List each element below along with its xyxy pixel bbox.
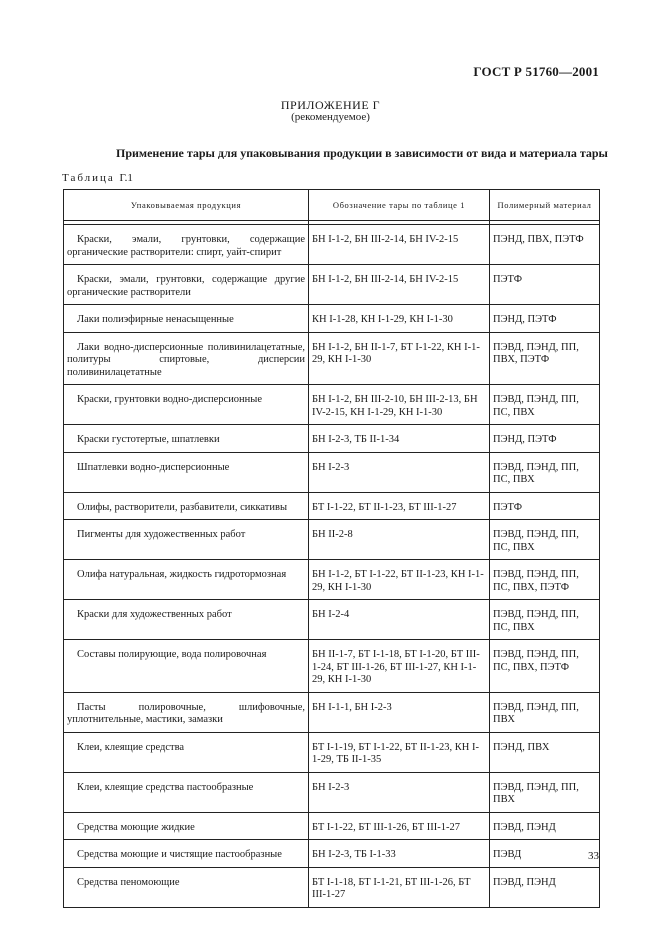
cell-ref: БН II-2-8: [309, 520, 490, 560]
cell-ref: БН I-1-2, БН II-1-7, БТ I-1-22, КН I-1-29, КН I-1-30: [309, 332, 490, 385]
table-row: [64, 560, 600, 600]
annex-subtitle: (рекомендуемое): [291, 111, 370, 123]
cell-product: Средства моющие и чистящие пастообразные: [64, 840, 309, 868]
cell-ref: БН I-2-3, ТБ I-1-33: [309, 840, 490, 868]
cell-material: ПЭНД, ПВХ: [490, 732, 600, 772]
table-row: [64, 225, 600, 265]
cell-material: ПЭВД, ПЭНД: [490, 867, 600, 907]
table-row: [64, 332, 600, 385]
cell-ref: БН I-2-4: [309, 600, 490, 640]
cell-product: Олифы, растворители, разбавители, сиккативы: [64, 492, 309, 520]
cell-product: Пигменты для художественных работ: [64, 520, 309, 560]
cell-material: ПЭВД, ПЭНД, ПП, ПВХ, ПЭТФ: [490, 332, 600, 385]
cell-material: ПЭНД, ПЭТФ: [490, 305, 600, 333]
cell-ref: БН I-2-3: [309, 772, 490, 812]
cell-ref: БН I-1-2, БН III-2-14, БН IV-2-15: [309, 265, 490, 305]
cell-ref: БТ I-1-22, БТ III-1-26, БТ III-1-27: [309, 812, 490, 840]
packaging-table: [63, 189, 600, 908]
cell-material: ПЭВД, ПЭНД, ПП, ПС, ПВХ: [490, 385, 600, 425]
table-row: [64, 385, 600, 425]
table-row: [64, 640, 600, 693]
cell-product: Краски, эмали, грунтовки, содержащие органические растворители: спирт, уайт-спирит: [64, 225, 309, 265]
table-row: [64, 425, 600, 453]
column-header-ref: Обозначение тары по таблице 1: [309, 190, 490, 221]
cell-material: ПЭВД, ПЭНД, ПП, ПС, ПВХ: [490, 600, 600, 640]
table-row: [64, 732, 600, 772]
cell-product: Олифа натуральная, жидкость гидротормозная: [64, 560, 309, 600]
table-row: [64, 600, 600, 640]
table-row: [64, 867, 600, 907]
column-header-material: Полимерный материал: [490, 190, 600, 221]
table-row: [64, 520, 600, 560]
table-row: [64, 305, 600, 333]
cell-product: Средства пеномоющие: [64, 867, 309, 907]
cell-product: Лаки полиэфирные ненасыщенные: [64, 305, 309, 333]
cell-product: Составы полирующие, вода полировочная: [64, 640, 309, 693]
cell-product: Шпатлевки водно-дисперсионные: [64, 452, 309, 492]
cell-material: ПЭВД: [490, 840, 600, 868]
table-label-number: Г.1: [119, 172, 133, 184]
document-code: ГОСТ Р 51760—2001: [473, 64, 599, 79]
cell-ref: БТ I-1-19, БТ I-1-22, БТ II-1-23, КН I-1-29, ТБ II-1-35: [309, 732, 490, 772]
cell-ref: БН I-2-3, ТБ II-1-34: [309, 425, 490, 453]
cell-material: ПЭНД, ПЭТФ: [490, 425, 600, 453]
cell-material: ПЭВД, ПЭНД, ПП, ПС, ПВХ, ПЭТФ: [490, 640, 600, 693]
cell-product: Лаки водно-дисперсионные поливинилацетатные, политуры спиртовые, дисперсии поливинилацетатные: [64, 332, 309, 385]
cell-ref: БН I-1-2, БТ I-1-22, БТ II-1-23, КН I-1-29, КН I-1-30: [309, 560, 490, 600]
table-row: [64, 840, 600, 868]
table-row: [64, 692, 600, 732]
cell-ref: БН I-1-2, БН III-2-14, БН IV-2-15: [309, 225, 490, 265]
table-row: [64, 812, 600, 840]
section-heading: Применение тары для упаковывания продукции в зависимости от вида и материала тары: [116, 146, 608, 160]
cell-material: ПЭВД, ПЭНД, ПП, ПС, ПВХ: [490, 452, 600, 492]
table-label-word: Таблица: [62, 172, 115, 184]
cell-product: Средства моющие жидкие: [64, 812, 309, 840]
table-label: [62, 172, 133, 184]
cell-ref: БН I-1-2, БН III-2-10, БН III-2-13, БН IV-2-15, КН I-1-29, КН I-1-30: [309, 385, 490, 425]
cell-product: Клеи, клеящие средства: [64, 732, 309, 772]
table-row: [64, 492, 600, 520]
cell-material: ПЭВД, ПЭНД, ПП, ПС, ПВХ, ПЭТФ: [490, 560, 600, 600]
page-number: 33: [588, 850, 599, 862]
cell-material: ПЭТФ: [490, 265, 600, 305]
cell-material: ПЭВД, ПЭНД, ПП, ПВХ: [490, 772, 600, 812]
cell-ref: БН I-2-3: [309, 452, 490, 492]
cell-ref: БТ I-1-18, БТ I-1-21, БТ III-1-26, БТ III-1-27: [309, 867, 490, 907]
cell-product: Краски густотертые, шпатлевки: [64, 425, 309, 453]
annex-title: ПРИЛОЖЕНИЕ Г: [280, 98, 381, 112]
table-row: [64, 265, 600, 305]
cell-product: Краски, эмали, грунтовки, содержащие другие органические растворители: [64, 265, 309, 305]
cell-ref: БН II-1-7, БТ I-1-18, БТ I-1-20, БТ III-1-24, БТ III-1-26, БТ III-1-27, КН I-1-29, КН I-1-30: [309, 640, 490, 693]
table-row: [64, 452, 600, 492]
column-header-product: Упаковываемая продукция: [64, 190, 309, 221]
cell-material: ПЭНД, ПВХ, ПЭТФ: [490, 225, 600, 265]
table-body: [64, 225, 600, 908]
cell-product: Клеи, клеящие средства пастообразные: [64, 772, 309, 812]
cell-product: Краски, грунтовки водно-дисперсионные: [64, 385, 309, 425]
cell-product: Краски для художественных работ: [64, 600, 309, 640]
cell-ref: БН I-1-1, БН I-2-3: [309, 692, 490, 732]
cell-product: Пасты полировочные, шлифовочные, уплотнительные, мастики, замазки: [64, 692, 309, 732]
cell-material: ПЭВД, ПЭНД, ПП, ПВХ: [490, 692, 600, 732]
cell-material: ПЭТФ: [490, 492, 600, 520]
cell-material: ПЭВД, ПЭНД, ПП, ПС, ПВХ: [490, 520, 600, 560]
table-header-row: [64, 190, 600, 221]
cell-material: ПЭВД, ПЭНД: [490, 812, 600, 840]
cell-ref: БТ I-1-22, БТ II-1-23, БТ III-1-27: [309, 492, 490, 520]
cell-ref: КН I-1-28, КН I-1-29, КН I-1-30: [309, 305, 490, 333]
table-row: [64, 772, 600, 812]
